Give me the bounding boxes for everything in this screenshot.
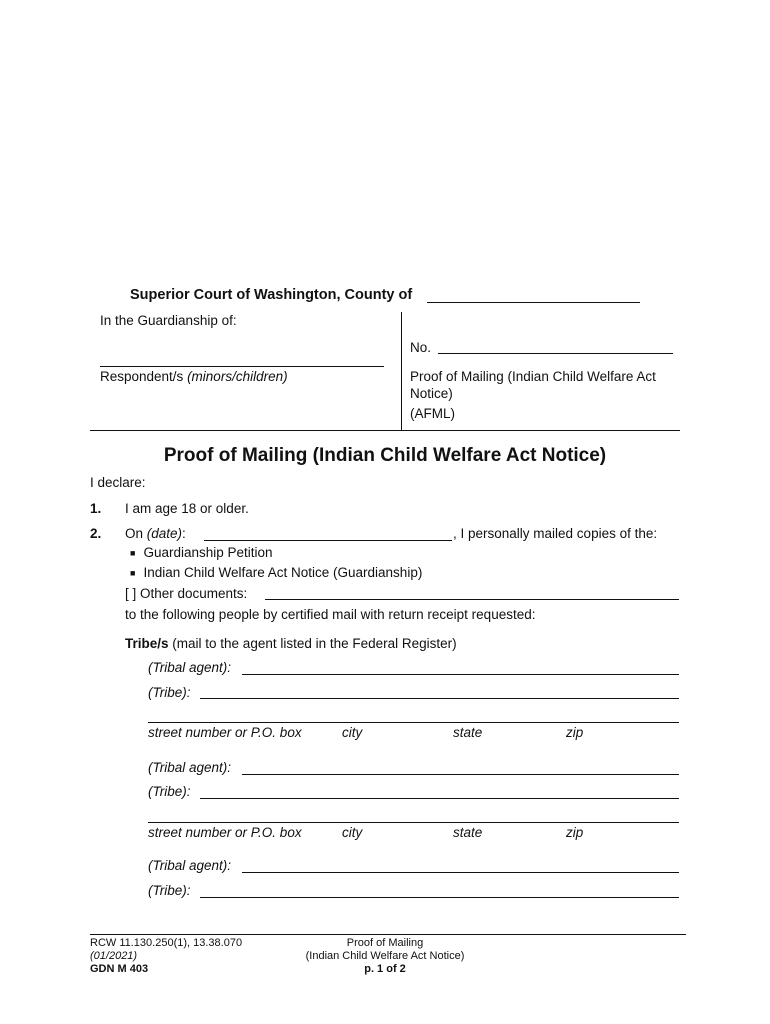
item2-on-text: On	[125, 526, 147, 541]
item2-colon: :	[182, 526, 186, 541]
state-label: state	[453, 825, 483, 840]
tribes-heading	[125, 636, 457, 651]
footer-center-subtitle: (Indian Child Welfare Act Notice)	[305, 950, 465, 962]
tribe-field[interactable]	[200, 897, 679, 898]
city-label: city	[342, 725, 363, 740]
bullet-item	[130, 565, 422, 580]
doc-title-line1: Proof of Mailing (Indian Child Welfare Act	[410, 369, 656, 384]
tribes-heading-rest: (mail to the agent listed in the Federal Register)	[168, 636, 457, 651]
date-field[interactable]	[204, 540, 452, 541]
tribe-label: (Tribe):	[148, 883, 191, 898]
tribal-agent-field[interactable]	[242, 674, 679, 675]
tribe-field[interactable]	[200, 798, 679, 799]
bullet-icon: ■	[130, 568, 136, 579]
tribal-agent-label: (Tribal agent):	[148, 858, 232, 873]
bullet-item	[130, 545, 273, 560]
header-divider-vertical	[401, 312, 402, 431]
bullet-text: Indian Child Welfare Act Notice (Guardianship)	[143, 565, 423, 580]
street-label: street number or P.O. box	[148, 825, 302, 840]
tribal-agent-field[interactable]	[242, 872, 679, 873]
respondent-label	[100, 369, 288, 384]
city-label: city	[342, 825, 363, 840]
case-no-label: No.	[410, 340, 432, 355]
following-text: to the following people by certified mail with return receipt requested:	[125, 607, 536, 622]
footer-divider	[90, 934, 686, 935]
tribe-field[interactable]	[200, 698, 679, 699]
zip-label: zip	[566, 725, 584, 740]
item2-date-label: (date)	[146, 526, 183, 541]
court-title-text: Superior Court of Washington, County of	[130, 287, 413, 303]
doc-title-block	[410, 368, 656, 422]
item2-number: 2.	[90, 526, 102, 541]
footer-center	[285, 937, 485, 976]
item1-number: 1.	[90, 501, 102, 516]
footer-rcw: RCW 11.130.250(1), 13.38.070	[90, 937, 243, 949]
zip-label: zip	[566, 825, 584, 840]
tribal-agent-field[interactable]	[242, 774, 679, 775]
county-field[interactable]	[427, 302, 640, 303]
page-title: Proof of Mailing (Indian Child Welfare Act Notice)	[163, 445, 607, 466]
tribal-agent-label: (Tribal agent):	[148, 760, 232, 775]
other-documents-field[interactable]	[265, 599, 679, 600]
item1-text: I am age 18 or older.	[125, 501, 249, 516]
doc-title-line2: Notice)	[410, 386, 453, 401]
footer-center-title: Proof of Mailing	[346, 937, 424, 949]
case-number-field[interactable]	[438, 353, 673, 354]
item2-mailed-text: , I personally mailed copies of the:	[453, 526, 658, 541]
tribe-label: (Tribe):	[148, 784, 191, 799]
footer-form-number: GDN M 403	[90, 963, 149, 975]
footer-left	[90, 937, 242, 976]
address-field[interactable]	[148, 722, 679, 723]
respondent-label-italic: (minors/children)	[187, 369, 288, 384]
footer-page-number: p. 1 of 2	[364, 963, 406, 975]
address-field[interactable]	[148, 822, 679, 823]
tribe-label: (Tribe):	[148, 685, 191, 700]
tribes-heading-bold: Tribe/s	[125, 636, 169, 651]
respondent-label-text: Respondent/s	[100, 369, 188, 384]
state-label: state	[453, 725, 483, 740]
item2-on	[125, 526, 186, 541]
court-title	[130, 287, 412, 303]
guardianship-label: In the Guardianship of:	[100, 313, 237, 328]
declare-text: I declare:	[90, 475, 146, 490]
doc-code: (AFML)	[410, 406, 455, 421]
street-label: street number or P.O. box	[148, 725, 302, 740]
header-divider-horizontal	[90, 430, 680, 431]
other-documents-label[interactable]: [ ] Other documents:	[125, 586, 248, 601]
tribal-agent-label: (Tribal agent):	[148, 660, 232, 675]
bullet-text: Guardianship Petition	[143, 545, 273, 560]
respondent-name-field[interactable]	[100, 366, 384, 367]
footer-date: (01/2021)	[90, 950, 138, 962]
bullet-icon: ■	[130, 548, 136, 559]
